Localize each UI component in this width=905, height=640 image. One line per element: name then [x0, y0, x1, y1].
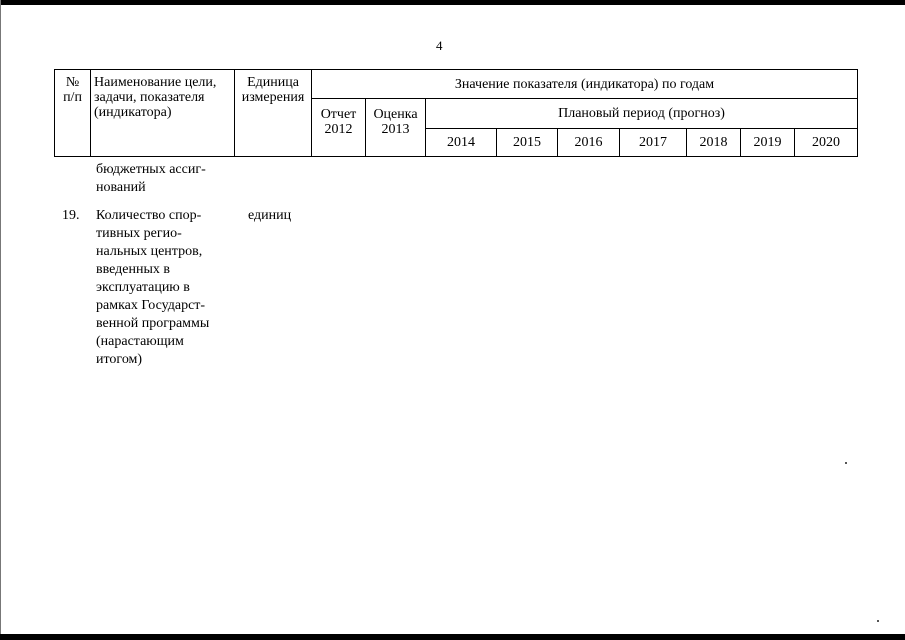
header-unit-cell [235, 70, 312, 157]
row-unit: единиц [248, 208, 292, 223]
row-name-line-8: (нарастающим [96, 334, 184, 349]
header-estimate-cell [366, 99, 426, 157]
row-name-line-4: введенных в [96, 262, 171, 277]
header-year-2015: 2015 [497, 129, 558, 157]
row-number: 19. [62, 208, 80, 223]
header-name-line-1: Наименование цели, [94, 75, 217, 90]
header-plan-group: Плановый период (прогноз) [426, 99, 858, 129]
header-year-2020: 2020 [795, 129, 858, 157]
header-name-line-3: (индикатора) [94, 105, 172, 120]
header-unit-line-1: Единица [247, 75, 299, 90]
row-indicator-name [96, 207, 209, 369]
row-name-line-9: итогом) [96, 352, 143, 367]
header-year-2017: 2017 [620, 129, 687, 157]
continuation-text [96, 161, 206, 197]
header-year-2016: 2016 [558, 129, 620, 157]
header-report-label: Отчет [320, 107, 357, 122]
header-year-2019: 2019 [741, 129, 795, 157]
continuation-line-1: бюджетных ассиг- [96, 162, 206, 177]
header-number-line-1: № [65, 75, 80, 90]
header-values-group: Значение показателя (индикатора) по годам [312, 70, 858, 99]
row-name-line-2: тивных регио- [96, 226, 182, 241]
scan-speck [877, 620, 879, 622]
header-year-2014: 2014 [426, 129, 497, 157]
indicator-table-header [54, 69, 858, 157]
page-number: 4 [436, 38, 443, 53]
header-number-cell [55, 70, 91, 157]
header-report-year: 2012 [324, 122, 353, 137]
bottom-scan-border [0, 634, 905, 640]
header-estimate-label: Оценка [373, 107, 418, 122]
header-name-cell [91, 70, 235, 157]
top-scan-border [0, 0, 905, 5]
row-name-line-6: рамках Государст- [96, 298, 206, 313]
row-name-line-7: венной программы [96, 316, 210, 331]
continuation-line-2: нований [96, 180, 146, 195]
header-estimate-year: 2013 [381, 122, 410, 137]
header-year-2018: 2018 [687, 129, 741, 157]
left-scan-edge [0, 0, 1, 640]
row-name-line-3: нальных центров, [96, 244, 203, 259]
header-number-line-2: п/п [63, 90, 82, 105]
row-name-line-5: эксплуатацию в [96, 280, 190, 295]
header-name-line-2: задачи, показателя [94, 90, 205, 105]
scan-speck [845, 462, 847, 464]
header-unit-line-2: измерения [241, 90, 305, 105]
header-report-cell [312, 99, 366, 157]
row-name-line-1: Количество спор- [96, 208, 202, 223]
